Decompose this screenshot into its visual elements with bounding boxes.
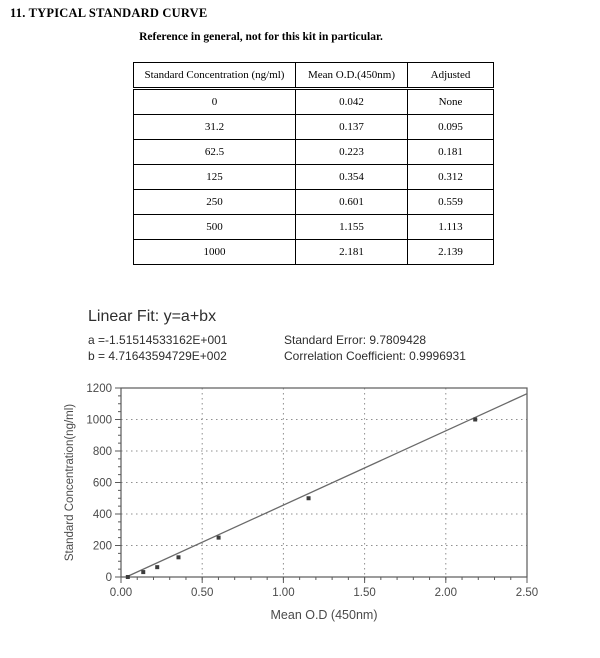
table-row bbox=[134, 240, 494, 265]
table-cell: 0.181 bbox=[408, 140, 494, 165]
table-cell: 125 bbox=[134, 165, 296, 190]
standard-curve-svg bbox=[0, 370, 600, 650]
y-tick-labels bbox=[86, 383, 112, 584]
svg-text:2.00: 2.00 bbox=[434, 587, 457, 599]
column-header-adjusted: Adjusted bbox=[408, 63, 494, 89]
linear-fit-block bbox=[88, 308, 466, 364]
table-row bbox=[134, 115, 494, 140]
page-title: 11. TYPICAL STANDARD CURVE bbox=[10, 6, 208, 20]
svg-text:400: 400 bbox=[92, 509, 112, 521]
y-axis-title: Standard Concentration(ng/ml) bbox=[64, 403, 76, 562]
svg-text:1000: 1000 bbox=[86, 414, 112, 427]
svg-text:1.50: 1.50 bbox=[353, 587, 376, 599]
table-cell: 250 bbox=[134, 190, 296, 215]
table-cell: 1.155 bbox=[296, 215, 408, 240]
table-cell: 0.223 bbox=[296, 140, 408, 165]
x-tick-labels bbox=[110, 587, 538, 599]
standards-table-body bbox=[134, 89, 494, 265]
svg-text:600: 600 bbox=[92, 477, 112, 490]
standard-curve-chart bbox=[0, 370, 600, 650]
table-cell: None bbox=[408, 89, 494, 115]
data-points bbox=[126, 418, 477, 580]
table-cell: 62.5 bbox=[134, 140, 296, 165]
svg-text:0.00: 0.00 bbox=[109, 587, 133, 599]
fit-coefficient-b: b = 4.71643594729E+002 bbox=[88, 349, 227, 363]
column-header-concentration: Standard Concentration (ng/ml) bbox=[134, 63, 296, 89]
svg-text:1200: 1200 bbox=[86, 383, 112, 395]
standards-table-header bbox=[134, 63, 494, 89]
table-cell: 0.559 bbox=[408, 190, 494, 215]
fit-correlation-coefficient: Correlation Coefficient: 0.9996931 bbox=[284, 349, 466, 363]
linear-fit-heading: Linear Fit: y=a+bx bbox=[88, 308, 217, 325]
table-cell: 0.354 bbox=[296, 165, 408, 190]
svg-text:200: 200 bbox=[92, 540, 112, 553]
table-cell: 2.139 bbox=[408, 240, 494, 265]
table-cell: 2.181 bbox=[296, 240, 408, 265]
linear-fit-values bbox=[88, 332, 466, 364]
table-cell: 1.113 bbox=[408, 215, 494, 240]
gridlines bbox=[121, 388, 527, 577]
table-cell: 0 bbox=[134, 89, 296, 115]
column-header-mean-od: Mean O.D.(450nm) bbox=[296, 63, 408, 89]
table-cell: 500 bbox=[134, 215, 296, 240]
svg-text:1.00: 1.00 bbox=[272, 587, 295, 599]
x-axis-title: Mean O.D (450nm) bbox=[270, 608, 378, 622]
svg-text:2.50: 2.50 bbox=[515, 587, 539, 599]
table-row bbox=[134, 165, 494, 190]
standards-table bbox=[133, 62, 494, 265]
table-cell: 0.042 bbox=[296, 89, 408, 115]
table-cell: 0.601 bbox=[296, 190, 408, 215]
table-row bbox=[134, 140, 494, 165]
table-cell: 31.2 bbox=[134, 115, 296, 140]
table-row bbox=[134, 215, 494, 240]
subtitle: Reference in general, not for this kit in particular. bbox=[139, 31, 383, 43]
svg-text:0: 0 bbox=[105, 572, 112, 584]
table-row bbox=[134, 190, 494, 215]
fit-coefficient-a: a =-1.51514533162E+001 bbox=[88, 333, 228, 347]
fit-line bbox=[126, 394, 527, 577]
svg-text:0.50: 0.50 bbox=[191, 587, 214, 599]
table-cell: 0.312 bbox=[408, 165, 494, 190]
fit-standard-error: Standard Error: 9.7809428 bbox=[284, 333, 427, 347]
table-cell: 0.095 bbox=[408, 115, 494, 140]
table-header-row bbox=[134, 63, 494, 89]
table-cell: 0.137 bbox=[296, 115, 408, 140]
svg-text:800: 800 bbox=[92, 446, 112, 458]
table-row bbox=[134, 89, 494, 115]
table-cell: 1000 bbox=[134, 240, 296, 265]
